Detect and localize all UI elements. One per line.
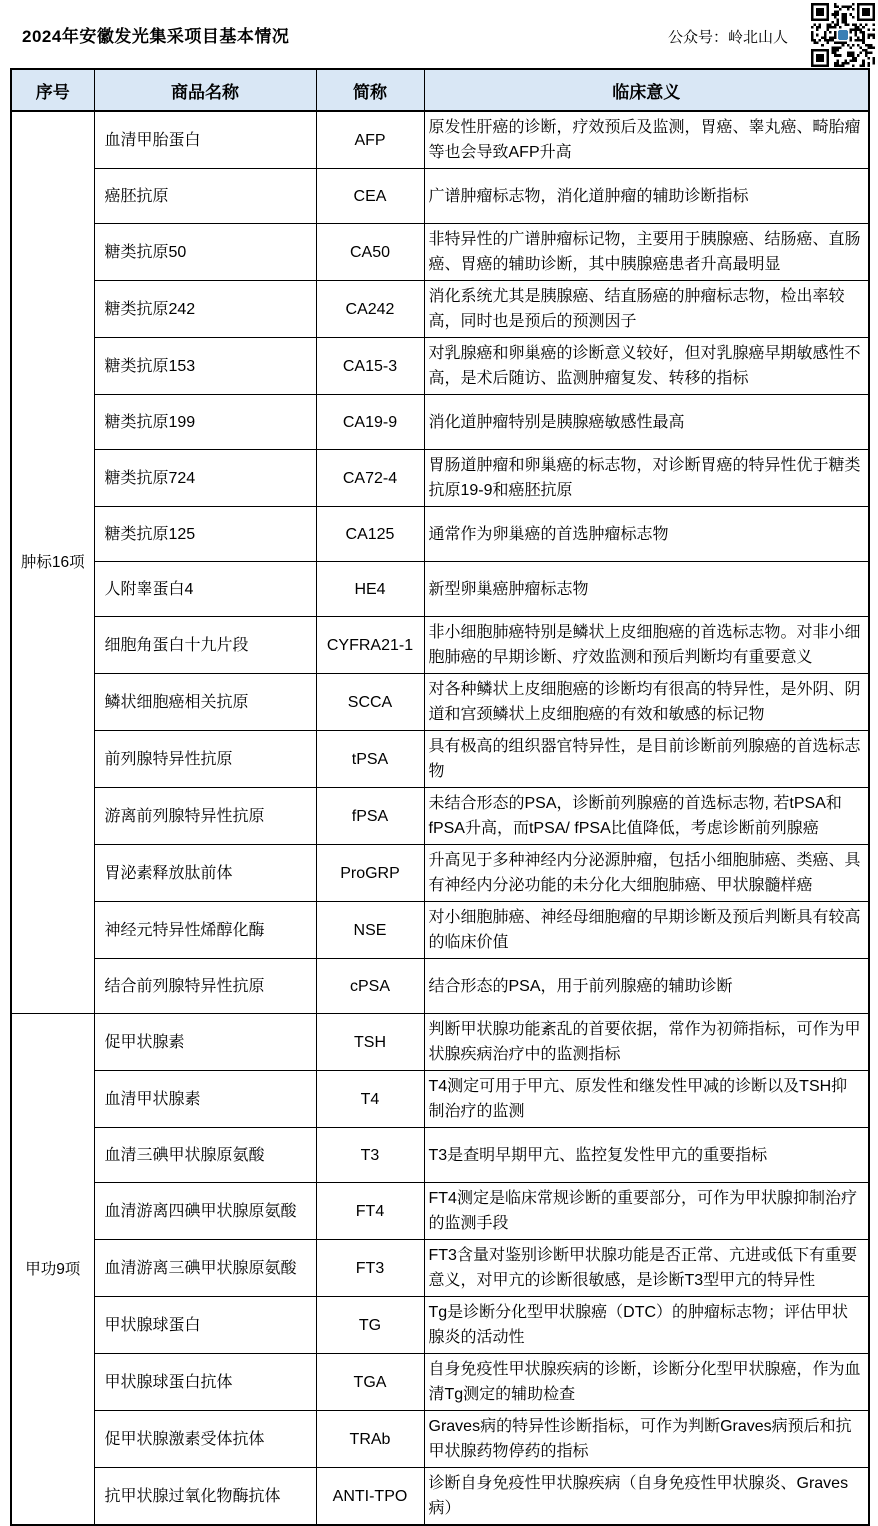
product-name: 促甲状腺素 (94, 1014, 316, 1071)
column-header-abbr: 简称 (316, 69, 424, 111)
table-row (11, 281, 869, 338)
abbreviation: ProGRP (316, 845, 424, 902)
product-name: 游离前列腺特异性抗原 (94, 788, 316, 845)
clinical-significance: 对乳腺癌和卵巢癌的诊断意义较好，但对乳腺癌早期敏感性不高，是术后随访、监测肿瘤复发、转移的指标 (424, 338, 869, 395)
product-name: 糖类抗原199 (94, 395, 316, 450)
qr-code-icon (811, 3, 875, 67)
product-name: 鳞状细胞癌相关抗原 (94, 674, 316, 731)
abbreviation: fPSA (316, 788, 424, 845)
clinical-significance: FT3含量对鉴别诊断甲状腺功能是否正常、亢进或低下有重要意义，对甲亢的诊断很敏感，是诊断T3型甲亢的特异性 (424, 1240, 869, 1297)
abbreviation: TSH (316, 1014, 424, 1071)
clinical-significance: 未结合形态的PSA，诊断前列腺癌的首选标志物, 若tPSA和fPSA升高，而tPSA/ fPSA比值降低，考虑诊断前列腺癌 (424, 788, 869, 845)
clinical-significance: 非特异性的广谱肿瘤标记物，主要用于胰腺癌、结肠癌、直肠癌、胃癌的辅助诊断，其中胰腺癌患者升高最明显 (424, 224, 869, 281)
table-row (11, 959, 869, 1014)
table-row (11, 338, 869, 395)
abbreviation: TG (316, 1297, 424, 1354)
product-name: 神经元特异性烯醇化酶 (94, 902, 316, 959)
product-name: 促甲状腺激素受体抗体 (94, 1411, 316, 1468)
product-name: 血清游离四碘甲状腺原氨酸 (94, 1183, 316, 1240)
page-header (0, 0, 878, 68)
product-name: 癌胚抗原 (94, 169, 316, 224)
table-row (11, 1240, 869, 1297)
clinical-significance: 判断甲状腺功能紊乱的首要依据，常作为初筛指标，可作为甲状腺疾病治疗中的监测指标 (424, 1014, 869, 1071)
clinical-significance: 对各种鳞状上皮细胞癌的诊断均有很高的特异性，是外阴、阴道和宫颈鳞状上皮细胞癌的有效和敏感的标记物 (424, 674, 869, 731)
abbreviation: ANTI-TPO (316, 1468, 424, 1526)
clinical-significance: 诊断自身免疫性甲状腺疾病（自身免疫性甲状腺炎、Graves病） (424, 1468, 869, 1526)
product-name: 前列腺特异性抗原 (94, 731, 316, 788)
clinical-significance: 广谱肿瘤标志物，消化道肿瘤的辅助诊断指标 (424, 169, 869, 224)
product-name: 细胞角蛋白十九片段 (94, 617, 316, 674)
clinical-significance: 新型卵巢癌肿瘤标志物 (424, 562, 869, 617)
table-row (11, 788, 869, 845)
clinical-significance: Tg是诊断分化型甲状腺癌（DTC）的肿瘤标志物；评估甲状腺炎的活动性 (424, 1297, 869, 1354)
table-row (11, 224, 869, 281)
abbreviation: CA19-9 (316, 395, 424, 450)
table-row (11, 1071, 869, 1128)
abbreviation: FT4 (316, 1183, 424, 1240)
product-name: 糖类抗原50 (94, 224, 316, 281)
product-name: 血清三碘甲状腺原氨酸 (94, 1128, 316, 1183)
product-name: 糖类抗原724 (94, 450, 316, 507)
abbreviation: tPSA (316, 731, 424, 788)
clinical-significance: 具有极高的组织器官特异性，是目前诊断前列腺癌的首选标志物 (424, 731, 869, 788)
clinical-significance: 结合形态的PSA，用于前列腺癌的辅助诊断 (424, 959, 869, 1014)
table-row (11, 507, 869, 562)
table-row (11, 562, 869, 617)
clinical-significance: 消化系统尤其是胰腺癌、结直肠癌的肿瘤标志物，检出率较高，同时也是预后的预测因子 (424, 281, 869, 338)
clinical-significance: T4测定可用于甲亢、原发性和继发性甲减的诊断以及TSH抑制治疗的监测 (424, 1071, 869, 1128)
clinical-significance: 非小细胞肺癌特别是鳞状上皮细胞癌的首选标志物。对非小细胞肺癌的早期诊断、疗效监测和预后判断均有重要意义 (424, 617, 869, 674)
abbreviation: CYFRA21-1 (316, 617, 424, 674)
table-header-row (11, 69, 869, 111)
clinical-significance: 升高见于多种神经内分泌源肿瘤，包括小细胞肺癌、类癌、具有神经内分泌功能的未分化大细胞肺癌、甲状腺髓样癌 (424, 845, 869, 902)
abbreviation: AFP (316, 111, 424, 169)
product-name: 人附睾蛋白4 (94, 562, 316, 617)
clinical-significance: 原发性肝癌的诊断，疗效预后及监测，胃癌、睾丸癌、畸胎瘤等也会导致AFP升高 (424, 111, 869, 169)
clinical-significance: Graves病的特异性诊断指标，可作为判断Graves病预后和抗甲状腺药物停药的指标 (424, 1411, 869, 1468)
abbreviation: CA72-4 (316, 450, 424, 507)
page-title: 2024年安徽发光集采项目基本情况 (22, 27, 290, 46)
table-row (11, 1468, 869, 1526)
abbreviation: FT3 (316, 1240, 424, 1297)
clinical-significance: 通常作为卵巢癌的首选肿瘤标志物 (424, 507, 869, 562)
product-name: 糖类抗原242 (94, 281, 316, 338)
column-header-name: 商品名称 (94, 69, 316, 111)
procurement-table (10, 68, 870, 1526)
column-header-no: 序号 (11, 69, 94, 111)
product-name: 糖类抗原125 (94, 507, 316, 562)
abbreviation: cPSA (316, 959, 424, 1014)
abbreviation: CA125 (316, 507, 424, 562)
abbreviation: HE4 (316, 562, 424, 617)
table-row (11, 845, 869, 902)
product-name: 血清甲胎蛋白 (94, 111, 316, 169)
abbreviation: CA50 (316, 224, 424, 281)
table-row (11, 111, 869, 169)
abbreviation: SCCA (316, 674, 424, 731)
table-row (11, 395, 869, 450)
abbreviation: CA242 (316, 281, 424, 338)
table-row (11, 1014, 869, 1071)
product-name: 抗甲状腺过氧化物酶抗体 (94, 1468, 316, 1526)
table-row (11, 731, 869, 788)
clinical-significance: 消化道肿瘤特别是胰腺癌敏感性最高 (424, 395, 869, 450)
abbreviation: CA15-3 (316, 338, 424, 395)
product-name: 甲状腺球蛋白 (94, 1297, 316, 1354)
table-row (11, 1297, 869, 1354)
abbreviation: TRAb (316, 1411, 424, 1468)
table-row (11, 1183, 869, 1240)
product-name: 糖类抗原153 (94, 338, 316, 395)
table-row (11, 1411, 869, 1468)
product-name: 甲状腺球蛋白抗体 (94, 1354, 316, 1411)
table-row (11, 902, 869, 959)
table-row (11, 674, 869, 731)
abbreviation: T4 (316, 1071, 424, 1128)
product-name: 血清甲状腺素 (94, 1071, 316, 1128)
table-row (11, 1128, 869, 1183)
clinical-significance: T3是查明早期甲亢、监控复发性甲亢的重要指标 (424, 1128, 869, 1183)
watermark-text: 公众号：岭北山人 (667, 29, 788, 46)
clinical-significance: 对小细胞肺癌、神经母细胞瘤的早期诊断及预后判断具有较高的临床价值 (424, 902, 869, 959)
table-row (11, 169, 869, 224)
clinical-significance: FT4测定是临床常规诊断的重要部分，可作为甲状腺抑制治疗的监测手段 (424, 1183, 869, 1240)
abbreviation: TGA (316, 1354, 424, 1411)
product-name: 结合前列腺特异性抗原 (94, 959, 316, 1014)
clinical-significance: 胃肠道肿瘤和卵巢癌的标志物，对诊断胃癌的特异性优于糖类抗原19-9和癌胚抗原 (424, 450, 869, 507)
table-row (11, 1354, 869, 1411)
column-header-sig: 临床意义 (424, 69, 869, 111)
group-label: 甲功9项 (11, 1014, 94, 1526)
product-name: 血清游离三碘甲状腺原氨酸 (94, 1240, 316, 1297)
product-name: 胃泌素释放肽前体 (94, 845, 316, 902)
abbreviation: NSE (316, 902, 424, 959)
table-row (11, 617, 869, 674)
table-row (11, 450, 869, 507)
abbreviation: CEA (316, 169, 424, 224)
abbreviation: T3 (316, 1128, 424, 1183)
clinical-significance: 自身免疫性甲状腺疾病的诊断，诊断分化型甲状腺癌，作为血清Tg测定的辅助检查 (424, 1354, 869, 1411)
group-label: 肿标16项 (11, 111, 94, 1014)
